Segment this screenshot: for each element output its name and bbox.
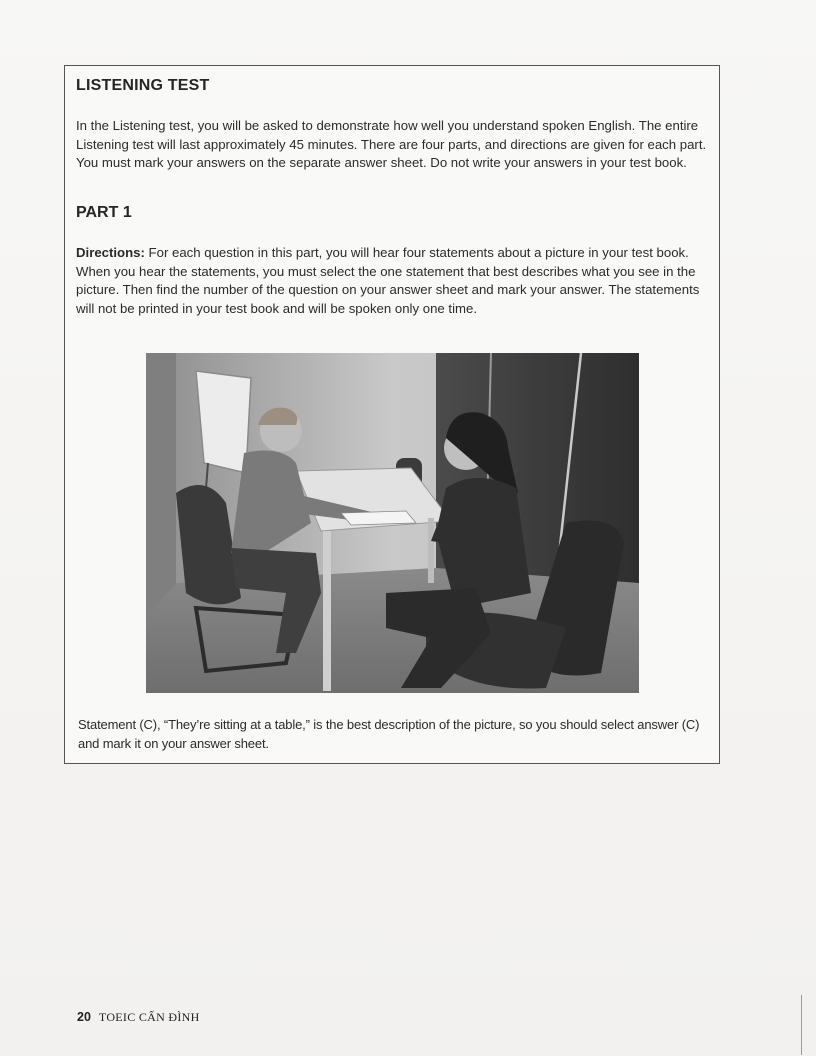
part-title: PART 1 <box>76 204 132 221</box>
listening-test-box <box>64 65 720 764</box>
book-title: TOEIC CẤN ĐÌNH <box>98 1010 200 1024</box>
example-statement: Statement (C), “They’re sitting at a table,” is the best description of the picture, so you should select answer (C) and mark it on your answer sheet. <box>78 717 700 751</box>
page-footer <box>77 1010 200 1025</box>
directions-text: For each question in this part, you will hear four statements about a picture in your test book. When you hear the statements, you must select the one statement that best describes what you see in the picture. Then find the number of the question on your answer sheet and mark your answer. The statements will not be printed in your test book and will be spoken only one time. <box>76 245 700 316</box>
example-photo <box>146 353 639 693</box>
page-edge-line <box>801 995 802 1055</box>
page-number: 20 <box>77 1010 91 1024</box>
directions-label: Directions: <box>76 245 145 260</box>
intro-paragraph: In the Listening test, you will be asked to demonstrate how well you understand spoken English. The entire Listening test will last approximately 45 minutes. There are four parts, and directions are given for each part. You must mark your answers on the separate answer sheet. Do not write your answers in your test book. <box>76 118 707 170</box>
directions-paragraph <box>76 244 712 318</box>
photo-illustration <box>146 353 639 693</box>
section-title: LISTENING TEST <box>76 77 210 94</box>
